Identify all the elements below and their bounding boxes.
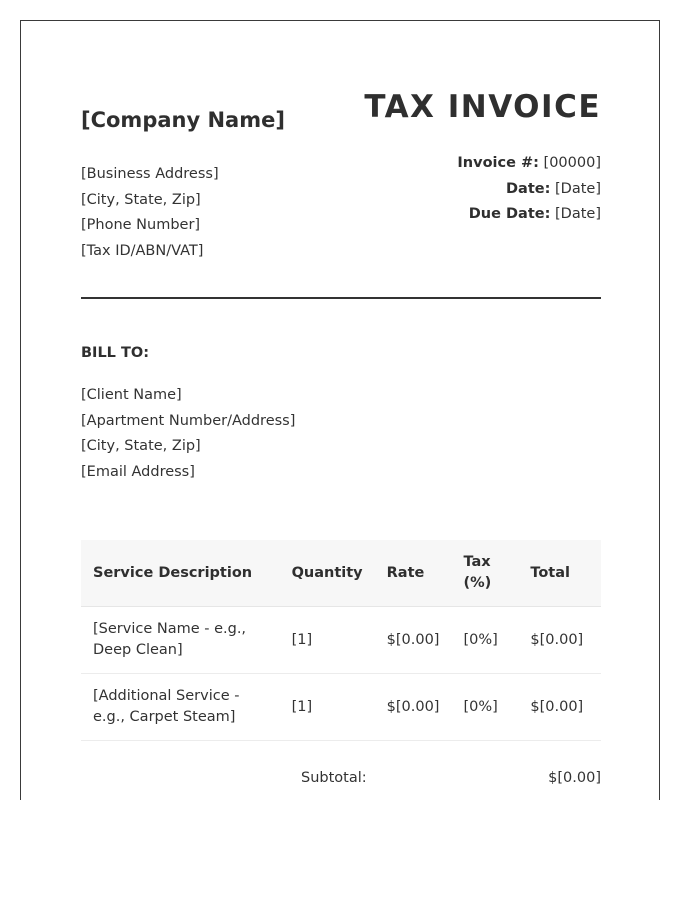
business-tax-id: [Tax ID/ABN/VAT] (81, 243, 204, 260)
invoice-date-value: [Date] (555, 180, 601, 197)
services-table (81, 540, 601, 741)
due-date-value: [Date] (555, 206, 601, 222)
header-quantity: Quantity (280, 540, 375, 607)
table-row (81, 607, 601, 674)
row-tax: [0%] (451, 607, 518, 674)
due-date-row (457, 202, 601, 228)
client-address: [Apartment Number/Address] (81, 412, 296, 429)
invoice-title: TAX INVOICE (364, 89, 601, 125)
invoice-number-row (457, 151, 601, 177)
subtotal-label: Subtotal: (301, 770, 367, 786)
header-rate: Rate (375, 540, 452, 607)
row-quantity: [1] (280, 607, 375, 674)
client-email: [Email Address] (81, 464, 195, 481)
header-tax: Tax (%) (451, 540, 518, 607)
row-rate: $[0.00] (375, 607, 452, 674)
row-rate: $[0.00] (375, 674, 452, 741)
header-total: Total (518, 540, 601, 607)
header-service-description: Service Description (81, 540, 280, 607)
invoice-page (20, 20, 660, 800)
client-name: [Client Name] (81, 387, 182, 403)
invoice-number-value: [00000] (543, 155, 601, 171)
bill-to-heading: BILL TO: (81, 345, 149, 361)
bill-to-details (81, 383, 295, 486)
business-details (81, 162, 219, 265)
company-name: [Company Name] (81, 108, 285, 132)
row-total: $[0.00] (518, 607, 601, 674)
row-description: [Service Name - e.g., Deep Clean] (81, 607, 280, 674)
row-total: $[0.00] (518, 674, 601, 741)
invoice-number-label: Invoice #: (457, 155, 539, 171)
client-city-state-zip: [City, State, Zip] (81, 438, 201, 455)
business-address: [Business Address] (81, 166, 219, 182)
business-phone: [Phone Number] (81, 217, 201, 234)
row-description: [Additional Service - e.g., Carpet Steam] (81, 674, 280, 741)
invoice-meta (457, 151, 601, 228)
invoice-date-label: Date: (506, 180, 551, 197)
due-date-label: Due Date: (468, 206, 551, 222)
subtotal-value: $[0.00] (548, 770, 601, 786)
business-city-state-zip: [City, State, Zip] (81, 191, 201, 208)
table-header-row (81, 540, 601, 607)
row-tax: [0%] (451, 674, 518, 741)
invoice-date-row (457, 177, 601, 203)
header-divider (81, 297, 601, 299)
table-row (81, 674, 601, 741)
row-quantity: [1] (280, 674, 375, 741)
